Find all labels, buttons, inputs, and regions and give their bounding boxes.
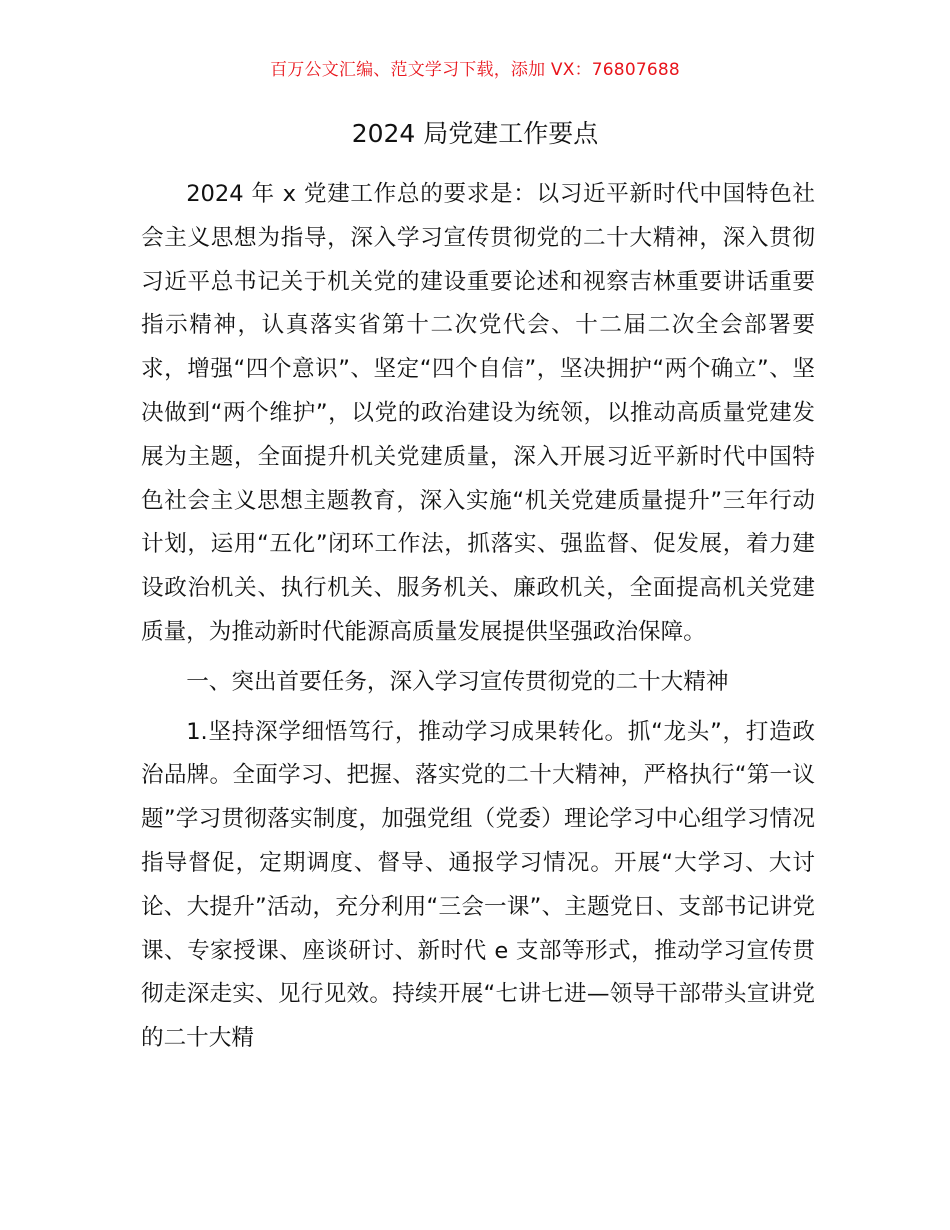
page-title: 2024 局党建工作要点 — [351, 119, 599, 148]
section-heading: 一、突出首要任务，深入学习宣传贯彻党的二十大精神 — [186, 668, 729, 695]
list-item-paragraph: 1.坚持深学细悟笃行，推动学习成果转化。抓“龙头”，打造政治品牌。全面学习、把握、落实党的二十大精神，严格执行“第一议题”学习贯彻落实制度，加强党组（党委）理论学习中心组学习情况指导督促，定期调度、督导、通报学习情况。开展“大学习、大讨论、大提升”活动，充分利用“三会一课”、主题党日、支部书记讲党课、专家授课、座谈研讨、新时代 e 支部等形式，推动学习宣传贯彻走深走实、见行见效。持续开展“七讲七进—领导干部带头宣讲党的二十大精 — [141, 718, 815, 1052]
document-body — [141, 173, 815, 1061]
header-banner: 百万公文汇编、范文学习下载，添加 VX：76807688 — [270, 60, 680, 80]
intro-paragraph: 2024 年 x 党建工作总的要求是：以习近平新时代中国特色社会主义思想为指导，深入学习宣传贯彻党的二十大精神，深入贯彻习近平总书记关于机关党的建设重要论述和视察吉林重要讲话重要指示精神，认真落实省第十二次党代会、十二届二次全会部署要求，增强“四个意识”、坚定“四个自信”，坚决拥护“两个确立”、坚决做到“两个维护”，以党的政治建设为统领，以推动高质量党建发展为主题，全面提升机关党建质量，深入开展习近平新时代中国特色社会主义思想主题教育，深入实施“机关党建质量提升”三年行动计划，运用“五化”闭环工作法，抓落实、强监督、促发展，着力建设政治机关、执行机关、服务机关、廉政机关，全面提高机关党建质量，为推动新时代能源高质量发展提供坚强政治保障。 — [141, 181, 815, 645]
